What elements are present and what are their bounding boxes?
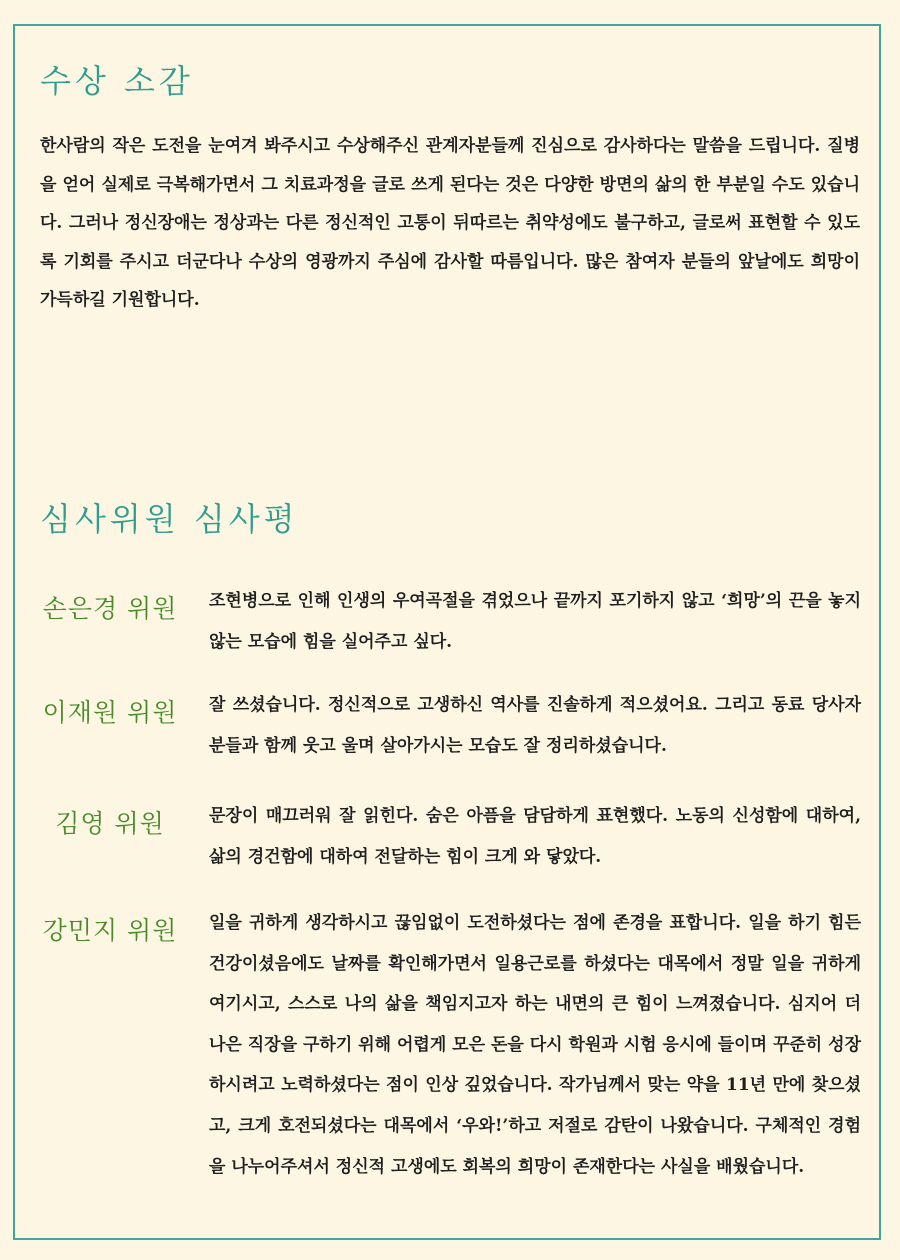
judges-review-title: 심사위원 심사평 xyxy=(40,500,299,538)
judge-name: 이재원 위원 xyxy=(42,698,178,727)
award-speech-text: 한사람의 작은 도전을 눈여겨 봐주시고 수상해주신 관계자분들께 진심으로 감사하다는 말씀을 드립니다. 질병을 얻어 실제로 극복해가면서 그 치료과정을 글로 쓰게 된다는 것은 다양한 방면의 삶의 한 부분일 수도 있습니다. 그러나 정신장애는 정상과는 다른 정신적인 고통이 뒤따르는 취약성에도 불구하고, 글로써 표현할 수 있도록 기회를 주시고 더군다나 수상의 영광까지 주심에 감사할 따름입니다. 많은 참여자 분들의 앞날에도 희망이 가득하길 기원합니다. xyxy=(40,136,860,311)
judge-comment: 문장이 매끄러워 잘 읽힌다. 숨은 아픔을 담담하게 표현했다. 노동의 신성함에 대하여, 삶의 경건함에 대하여 전달하는 힘이 크게 와 닿았다. xyxy=(209,806,861,867)
judge-comment: 잘 쓰셨습니다. 정신적으로 고생하신 역사를 진솔하게 적으셨어요. 그리고 동료 당사자 분들과 함께 웃고 울며 살아가시는 모습도 잘 정리하셨습니다. xyxy=(209,695,861,756)
judge-name: 강민지 위원 xyxy=(42,916,178,945)
judge-name: 김영 위원 xyxy=(55,809,165,838)
judge-name: 손은경 위원 xyxy=(42,594,178,623)
judge-comment: 조현병으로 인해 인생의 우여곡절을 겪었으나 끝까지 포기하지 않고 ‘희망’의 끈을 놓지 않는 모습에 힘을 실어주고 싶다. xyxy=(209,591,861,652)
judge-comment: 일을 귀하게 생각하시고 끊임없이 도전하셨다는 점에 존경을 표합니다. 일을 하기 힘든 건강이셨음에도 날짜를 확인해가면서 일용근로를 하셨다는 대목에서 정말 일을 귀하게 여기시고, 스스로 나의 삶을 책임지고자 하는 내면의 큰 힘이 느껴졌습니다. 심지어 더 나은 직장을 구하기 위해 어렵게 모은 돈을 다시 학원과 시험 응시에 들이며 꾸준히 성장하시려고 노력하셨다는 점이 인상 깊었습니다. 작가님께서 맞는 약을 11년 만에 찾으셨고, 크게 호전되셨다는 대목에서 ‘우와!’하고 저절로 감탄이 나왔습니다. 구체적인 경험을 나누어주셔서 정신적 고생에도 회복의 희망이 존재한다는 사실을 배웠습니다. xyxy=(209,913,861,1177)
award-speech-title: 수상 소감 xyxy=(40,62,194,100)
